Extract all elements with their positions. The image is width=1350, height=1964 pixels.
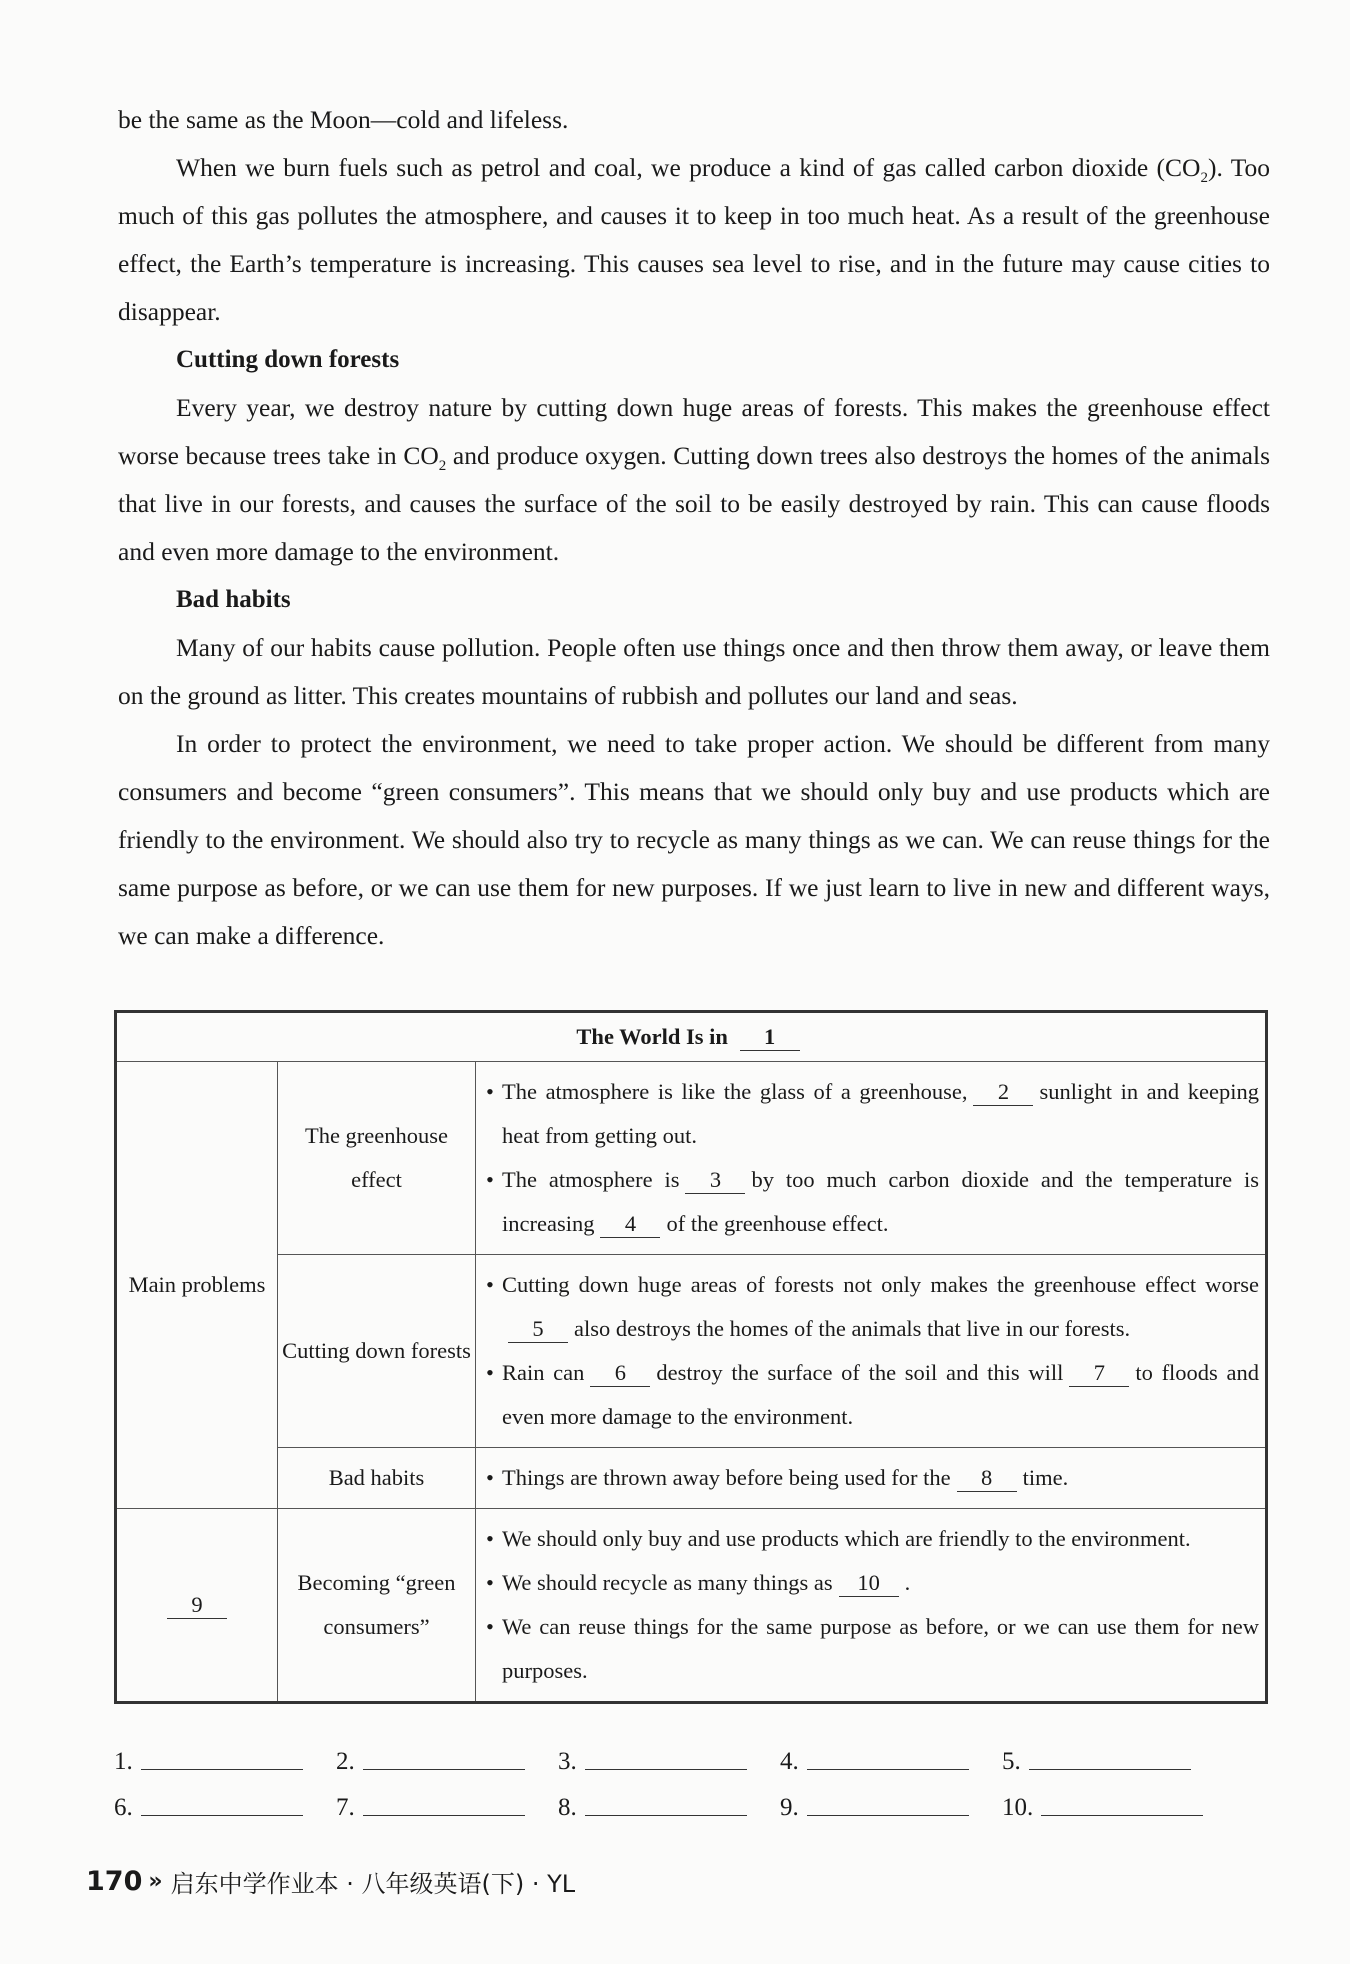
text-span: We should recycle as many things as (502, 1570, 833, 1595)
blank-5[interactable]: 5 (508, 1316, 568, 1343)
answer-item (114, 1748, 336, 1776)
habits-details (476, 1448, 1267, 1509)
answer-number: 4. (780, 1748, 799, 1775)
green-consumers-details (476, 1509, 1267, 1703)
text-span: Cutting down huge areas of forests not only makes the greenhouse effect worse (502, 1272, 1259, 1297)
forests-label: Cutting down forests (278, 1255, 476, 1448)
answer-number: 8. (558, 1794, 577, 1821)
blank-4[interactable]: 4 (600, 1211, 660, 1238)
answer-line-7[interactable] (363, 1814, 525, 1816)
blank-9[interactable]: 9 (167, 1592, 227, 1619)
answer-number: 6. (114, 1794, 133, 1821)
answer-item (336, 1794, 558, 1822)
answer-lines (114, 1730, 1224, 1822)
answer-number: 3. (558, 1748, 577, 1775)
section-heading-habits: Bad habits (176, 586, 291, 613)
text-span: Rain can (502, 1360, 585, 1385)
table-row (116, 1448, 1267, 1509)
list-item (486, 1561, 1259, 1605)
text-span: by too much carbon dioxide and the temperature is increasing (502, 1167, 1259, 1236)
table-row (116, 1255, 1267, 1448)
blank-1[interactable]: 1 (740, 1024, 800, 1051)
table-row (116, 1062, 1267, 1255)
double-chevron-icon: » (148, 1869, 163, 1894)
solution-cell (116, 1509, 278, 1703)
blank-8[interactable]: 8 (957, 1465, 1017, 1492)
blank-10[interactable]: 10 (839, 1570, 899, 1597)
text-span: The atmosphere is like the glass of a greenhouse, (502, 1079, 968, 1104)
answer-line-9[interactable] (807, 1814, 969, 1816)
page-number: 170 (86, 1866, 143, 1897)
table-title (116, 1012, 1267, 1062)
summary-table (114, 1010, 1268, 1704)
answer-number: 1. (114, 1748, 133, 1775)
main-problems-cell: Main problems (116, 1062, 278, 1509)
text-span: The atmosphere is (502, 1167, 680, 1192)
answer-item (114, 1794, 336, 1822)
answer-item (780, 1748, 1002, 1776)
answer-line-10[interactable] (1041, 1814, 1203, 1816)
list-item (486, 1263, 1259, 1351)
text-span: sunlight in and keeping heat from getting out. (502, 1079, 1259, 1148)
text-span: to floods and even more damage to the environment. (502, 1360, 1259, 1429)
section-heading-forests: Cutting down forests (176, 346, 400, 373)
answer-line-4[interactable] (807, 1768, 969, 1770)
answer-line-6[interactable] (141, 1814, 303, 1816)
list-item (486, 1351, 1259, 1439)
reading-passage (118, 96, 1270, 960)
answer-line-2[interactable] (363, 1768, 525, 1770)
list-item (486, 1070, 1259, 1158)
answer-number: 7. (336, 1794, 355, 1821)
habits-label: Bad habits (278, 1448, 476, 1509)
answer-item (1002, 1794, 1224, 1822)
table-row (116, 1012, 1267, 1062)
list-item (486, 1158, 1259, 1246)
blank-7[interactable]: 7 (1069, 1360, 1129, 1387)
page-footer (86, 1864, 575, 1899)
passage-paragraph-4: Many of our habits cause pollution. People often use things once and then throw them away, or leave them on the ground as litter. This creates mountains of rubbish and pollutes our land and seas. (118, 633, 1270, 710)
answer-number: 5. (1002, 1748, 1021, 1775)
answer-item (780, 1794, 1002, 1822)
answer-item (558, 1748, 780, 1776)
subscript: 2 (1200, 170, 1208, 187)
answer-line-3[interactable] (585, 1768, 747, 1770)
table-title-text: The World Is in (576, 1023, 728, 1049)
blank-2[interactable]: 2 (973, 1079, 1033, 1106)
text-span: destroy the surface of the soil and this will (656, 1360, 1064, 1385)
answer-item (1002, 1748, 1224, 1776)
text-span: . (904, 1570, 911, 1595)
answer-line-8[interactable] (585, 1814, 747, 1816)
list-item (486, 1456, 1259, 1500)
answer-number: 9. (780, 1794, 799, 1821)
list-item: • We can reuse things for the same purpose as before, or we can use them for new purposes. (486, 1605, 1259, 1693)
text-span: time. (1022, 1465, 1069, 1490)
text-span: of the greenhouse effect. (666, 1211, 889, 1236)
text-span: When we burn fuels such as petrol and coal, we produce a kind of gas called carbon dioxide (CO (176, 153, 1201, 182)
answer-line-1[interactable] (141, 1768, 303, 1770)
answer-item (558, 1794, 780, 1822)
forests-details (476, 1255, 1267, 1448)
green-consumers-label: Becoming “green consumers” (278, 1509, 476, 1703)
book-title: 启东中学作业本 · 八年级英语(下) · YL (170, 1870, 576, 1898)
answer-row-1 (114, 1730, 1224, 1776)
answer-item (336, 1748, 558, 1776)
answer-number: 10. (1002, 1794, 1034, 1821)
greenhouse-details (476, 1062, 1267, 1255)
greenhouse-label: The greenhouse effect (278, 1062, 476, 1255)
text-span: Every year, we destroy nature by cutting down huge areas of forests. This makes the greenhouse effect worse because trees take in CO (118, 393, 1270, 470)
table-row (116, 1509, 1267, 1703)
text-span: and produce oxygen. Cutting down trees also destroys the homes of the animals that live in our forests, and causes the surface of the soil to be easily destroyed by rain. This can cause floods and even more damage to the environment. (118, 441, 1270, 566)
blank-3[interactable]: 3 (685, 1167, 745, 1194)
blank-6[interactable]: 6 (590, 1360, 650, 1387)
list-item: • We should only buy and use products which are friendly to the environment. (486, 1517, 1259, 1561)
text-span: Things are thrown away before being used for the (502, 1465, 951, 1490)
passage-paragraph-2 (118, 144, 1270, 336)
passage-paragraph-3 (118, 384, 1270, 576)
text-span: also destroys the homes of the animals that live in our forests. (574, 1316, 1131, 1341)
passage-paragraph-5: In order to protect the environment, we need to take proper action. We should be different from many consumers and become “green consumers”. This means that we should only buy and use products which are friendly to the environment. We should also try to recycle as many things as we can. We can reuse things for the same purpose as before, or we can use them for new purposes. If we just learn to live in new and different ways, we can make a difference. (118, 729, 1270, 950)
subscript: 2 (438, 458, 447, 475)
text-span: ). Too much of this gas pollutes the atmosphere, and causes it to keep in too much heat. As a result of the greenhouse effect, the Earth’s temperature is increasing. This causes sea level to rise, and in the future may cause cities to disappear. (118, 153, 1271, 326)
passage-paragraph-1: be the same as the Moon—cold and lifeless. (118, 105, 569, 134)
answer-line-5[interactable] (1029, 1768, 1191, 1770)
answer-number: 2. (336, 1748, 355, 1775)
answer-row-2 (114, 1776, 1224, 1822)
